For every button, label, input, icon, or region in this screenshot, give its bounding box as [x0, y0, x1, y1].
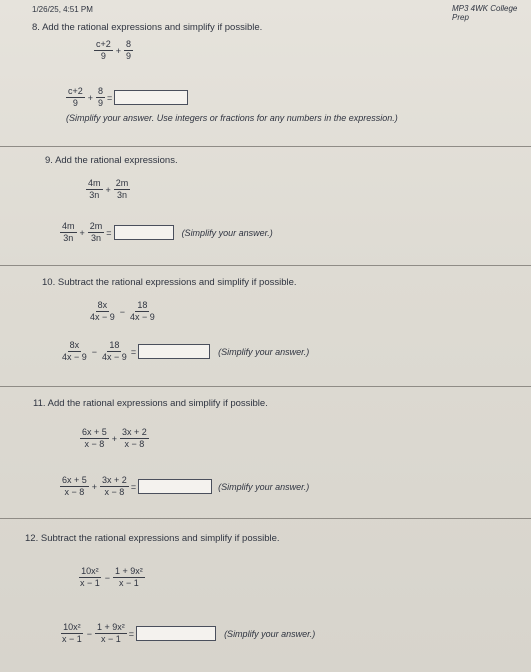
- problem-8: [32, 22, 262, 33]
- operator: +: [87, 92, 94, 103]
- problem-11-note: (Simplify your answer.): [218, 481, 310, 492]
- fraction: $\frac{8x}{4x - 9}$: [62, 340, 87, 362]
- operator: +: [79, 227, 85, 238]
- divider: [0, 518, 531, 519]
- problem-10-answer-input[interactable]: [138, 344, 210, 359]
- operator: +: [105, 184, 111, 195]
- fraction: $\frac{2m}{3n}$: [115, 178, 129, 200]
- operator: −: [119, 306, 126, 317]
- equals-sign: =: [107, 92, 113, 103]
- fraction: $\frac{4m}{3n}$: [88, 178, 101, 200]
- fraction: $\frac{\text{1 + 9x²}}{x - 1}$: [115, 566, 143, 588]
- problem-11-display-expression: [80, 427, 149, 450]
- problem-instruction: Subtract the rational expressions and simplify if possible.: [57, 277, 297, 288]
- fraction: $\frac{4m}{3n}$: [62, 221, 75, 243]
- problem-11: [33, 398, 268, 409]
- problem-number: 12.: [25, 533, 39, 544]
- fraction: $\frac{18}{4x - 9}$: [130, 300, 155, 322]
- problem-10-display-expression: [88, 300, 157, 323]
- fraction: $\frac{2m}{3n}$: [89, 221, 103, 243]
- fraction: $\frac{\text{10x²}}{x - 1}$: [80, 566, 100, 588]
- problem-12-answer-row: [60, 622, 315, 645]
- problem-12-display-expression: [78, 566, 145, 589]
- problem-9-note: (Simplify your answer.): [181, 227, 273, 238]
- operator: −: [86, 628, 93, 639]
- equals-sign: =: [130, 481, 137, 492]
- fraction: $\frac{6x + 5}{x - 8}$: [82, 427, 107, 449]
- operator: −: [104, 572, 111, 583]
- problem-9-answer-input[interactable]: [114, 225, 174, 240]
- fraction: $\frac{\text{1 + 9x²}}{x - 1}$: [97, 622, 125, 644]
- equals-sign: =: [130, 346, 137, 357]
- problem-11-answer-input[interactable]: [138, 479, 212, 494]
- problem-10: [42, 277, 297, 288]
- fraction: $\frac{18}{4x - 9}$: [102, 340, 127, 362]
- problem-10-answer-row: [60, 340, 309, 363]
- operator: +: [115, 45, 122, 56]
- problem-10-note: (Simplify your answer.): [218, 346, 310, 357]
- problem-12: [25, 533, 280, 544]
- fraction: $\frac{8}{9}$: [98, 86, 104, 108]
- fraction: $\frac{c+2}{9}$: [96, 39, 111, 61]
- fraction: $\frac{8x}{4x - 9}$: [90, 300, 115, 322]
- divider: [0, 386, 531, 387]
- fraction: $\frac{6x + 5}{x - 8}$: [62, 475, 87, 497]
- timestamp: 1/26/25, 4:51 PM: [32, 5, 93, 14]
- fraction: $\frac{\text{10x²}}{x - 1}$: [62, 622, 82, 644]
- divider: [0, 146, 531, 147]
- problem-instruction: Subtract the rational expressions and simplify if possible.: [40, 533, 280, 544]
- problem-8-note: (Simplify your answer. Use integers or fractions for any numbers in the expression.): [66, 113, 398, 123]
- problem-number: 9.: [45, 155, 53, 166]
- operator: +: [111, 433, 118, 444]
- equals-sign: =: [106, 227, 112, 238]
- operator: +: [91, 481, 98, 492]
- divider: [0, 265, 531, 266]
- operator: −: [91, 346, 98, 357]
- problem-number: 10.: [42, 277, 56, 288]
- problem-number: 11.: [33, 398, 46, 409]
- problem-9-display-expression: [86, 178, 130, 201]
- fraction: $\frac{3x + 2}{x - 8}$: [102, 475, 127, 497]
- problem-8-answer-row: [66, 86, 188, 109]
- problem-8-display-expression: [94, 39, 133, 62]
- course-title: MP3 4WK College Prep: [452, 4, 518, 22]
- problem-11-answer-row: [60, 475, 309, 498]
- problem-9: [45, 155, 178, 166]
- problem-number: 8.: [32, 22, 40, 33]
- problem-12-note: (Simplify your answer.): [224, 628, 316, 639]
- problem-9-answer-row: [60, 221, 273, 244]
- problem-12-answer-input[interactable]: [136, 626, 216, 641]
- problem-8-answer-input[interactable]: [114, 90, 188, 105]
- problem-instruction: Add the rational expressions and simplify if possible.: [47, 398, 268, 409]
- fraction: $\frac{3x + 2}{x - 8}$: [122, 427, 147, 449]
- problem-instruction: Add the rational expressions and simplify if possible.: [42, 22, 263, 33]
- fraction: $\frac{8}{9}$: [126, 39, 132, 61]
- equals-sign: =: [128, 628, 135, 639]
- fraction: $\frac{c+2}{9}$: [68, 86, 83, 108]
- problem-instruction: Add the rational expressions.: [55, 155, 178, 166]
